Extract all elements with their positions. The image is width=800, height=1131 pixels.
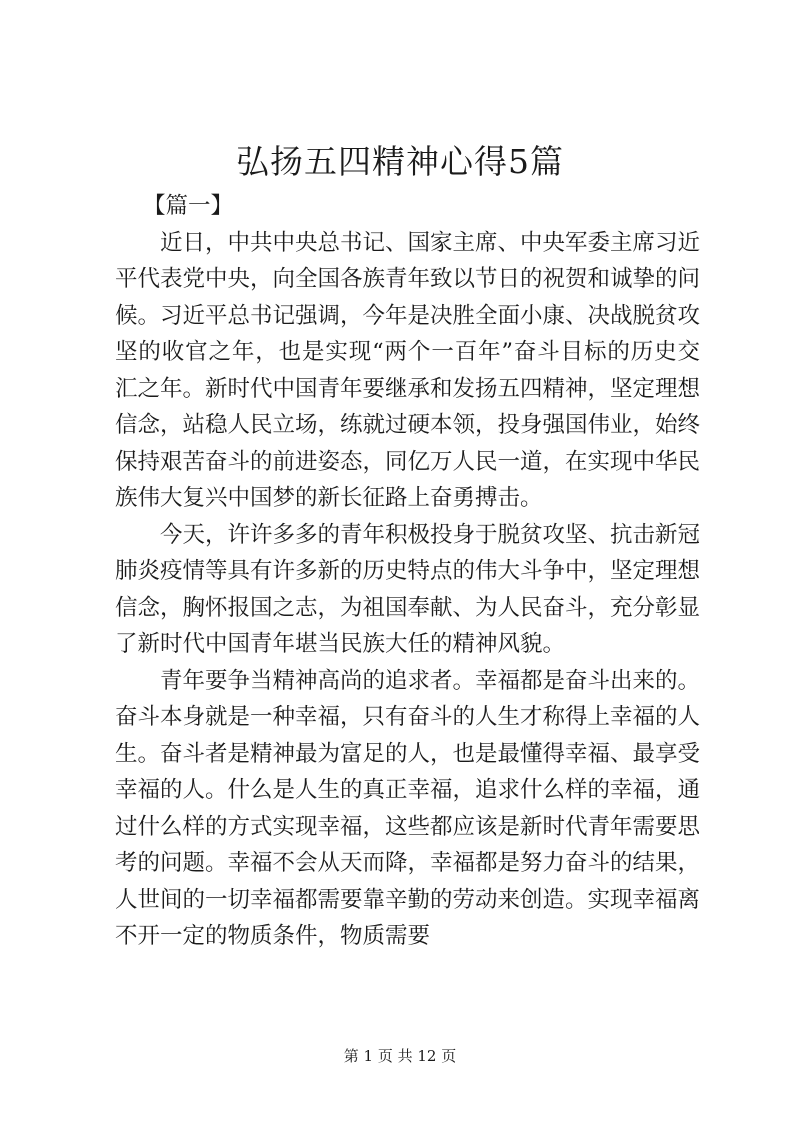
document-body — [115, 188, 700, 955]
paragraph: 近日，中共中央总书记、国家主席、中央军委主席习近平代表党中央，向全国各族青年致以节日的祝贺和诚挚的问候。习近平总书记强调，今年是决胜全面小康、决战脱贫攻坚的收官之年，也是实现“两个一百年”奋斗目标的历史交汇之年。新时代中国青年要继承和发扬五四精神，坚定理想信念，站稳人民立场，练就过硬本领，投身强国伟业，始终保持艰苦奋斗的前进姿态，同亿万人民一道，在实现中华民族伟大复兴中国梦的新长征路上奋勇搏击。 — [115, 229, 701, 511]
page-number-footer: 第 1 页 共 12 页 — [343, 1047, 457, 1065]
paragraph: 青年要争当精神高尚的追求者。幸福都是奋斗出来的。奋斗本身就是一种幸福，只有奋斗的人生才称得上幸福的人生。奋斗者是精神最为富足的人，也是最懂得幸福、最享受幸福的人。什么是人生的真正幸福，追求什么样的幸福，通过什么样的方式实现幸福，这些都应该是新时代青年需要思考的问题。幸福不会从天而降，幸福都是努力奋斗的结果，人世间的一切幸福都需要靠辛勤的劳动来创造。实现幸福离不开一定的物质条件，物质需要 — [115, 667, 701, 949]
section-label: 【篇一】 — [143, 193, 234, 219]
paragraph: 今天，许许多多的青年积极投身于脱贫攻坚、抗击新冠肺炎疫情等具有许多新的历史特点的伟大斗争中，坚定理想信念，胸怀报国之志，为祖国奉献、为人民奋斗，充分彰显了新时代中国青年堪当民族大任的精神风貌。 — [115, 521, 701, 657]
page-title: 弘扬五四精神心得5篇 — [236, 142, 564, 181]
